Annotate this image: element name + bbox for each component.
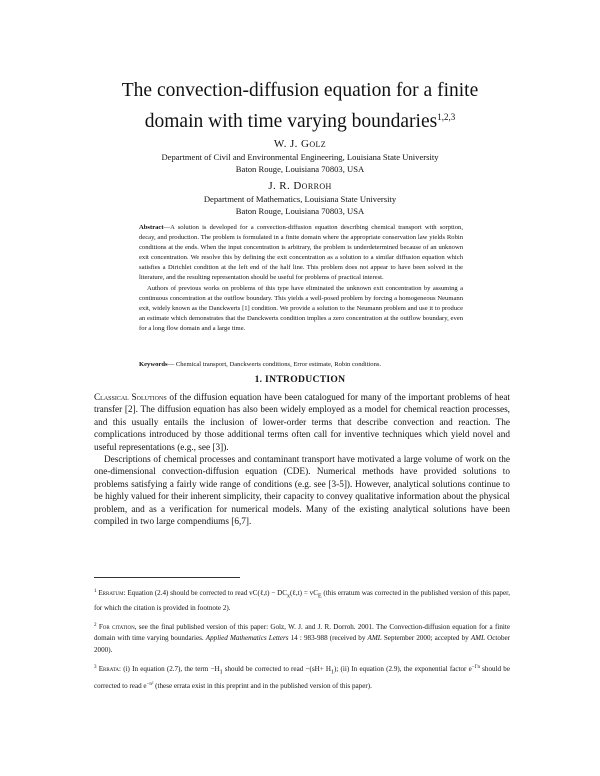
footnote-3-text-c: ); (ii) In equation (2.9), the exponential factor e <box>334 664 472 673</box>
author-1-affil-line-1: Department of Civil and Environmental Engineering, Louisiana State University <box>161 152 439 162</box>
footnote-3-label: Errata <box>98 664 120 673</box>
footnote-2-aml-2: AML <box>470 634 486 643</box>
intro-paragraph-1 <box>94 392 510 454</box>
footnote-1-equation-b: (ℓ,t) = vC <box>289 589 318 597</box>
footnote-2-text-c: September 2000; accepted by <box>381 634 471 643</box>
footnote-2-label: For citation <box>98 623 135 631</box>
footnote-3-text-e: (these errata exist in this preprint and in the published version of this paper). <box>153 681 372 690</box>
abstract-paragraph-1 <box>139 223 463 284</box>
footnote-3-number: 3 <box>94 664 97 670</box>
footnote-1-equation-a: vC(ℓ,t) − DC <box>249 589 288 597</box>
footnote-1-text-a: : Equation (2.4) should be corrected to read <box>123 589 250 597</box>
paper-title <box>70 78 530 135</box>
intro-lead-words: Classical Solutions <box>94 393 167 403</box>
footnote-2-text-a: , see the final published version of this paper: Golz, W. J. and J. R. Dorroh. 2001. The Convection-diffusion equation for a finite domain with time varying boundaries. <box>94 623 510 643</box>
footnote-3-exponent-1: −Γn <box>471 664 480 670</box>
author-2-affiliation <box>90 193 510 217</box>
abstract-paragraph-2: Authors of previous works on problems of this type have eliminated the unknown exit concentration by assuming a continuous concentration at the outflow boundary. This yields a well-posed problem by forcing a homogeneous Neumann exit, widely known as the Danckwerts [1] condition. We provide a solution to the Neumann problem and use it to produce an estimate which demonstrates that the Danckwerts condition implies a zero concentration at the outflow boundary, even for a long flow domain and a large time. <box>139 284 463 332</box>
footnote-3-text-a: : (i) In equation (2.7), the term −H <box>119 664 220 673</box>
author-1-affiliation <box>90 151 510 175</box>
footnote-3-text-b: should be corrected to read −(sH+ H <box>222 664 332 673</box>
title-footnote-marks: 1,2,3 <box>437 112 456 122</box>
footnote-3-sub-2: 1 <box>331 669 334 676</box>
intro-paragraph-1-text: of the diffusion equation have been catalogued for many of the important problems of heat transfer [2]. The diffusion equation has also been widely employed as a model for chemical reaction processes, and this usually entails the inclusion of lower-order terms that describe convection and reaction. The complications introduced by those additional terms often call for inventive techniques which yield novel and useful representations (e.g., see [3]). <box>94 393 511 453</box>
footnotes <box>94 586 510 698</box>
introduction-body <box>94 392 510 528</box>
title-line-2: domain with time varying boundaries <box>144 111 438 132</box>
footnote-2-text-d: October 2000). <box>94 634 511 654</box>
abstract-label: Abstract <box>139 224 164 231</box>
abstract <box>139 223 463 334</box>
author-2-affil-line-1: Department of Mathematics, Louisiana State University <box>203 194 397 204</box>
section-heading-introduction: 1. INTRODUCTION <box>254 374 346 385</box>
author-2-name: J. R. Dorroh <box>268 180 332 192</box>
title-line-1: The convection-diffusion equation for a finite <box>121 80 479 101</box>
author-1-name: W. J. Golz <box>273 138 327 150</box>
footnote-1-eq-sub-x: x <box>287 593 290 600</box>
keywords-label: Keywords <box>139 361 168 368</box>
footnote-1-number: 1 <box>94 589 97 594</box>
footnote-2-number: 2 <box>94 623 97 628</box>
footnote-2-aml-1: AML <box>367 634 382 643</box>
keywords-text: — Chemical transport, Danckwerts conditions, Error estimate, Robin conditions. <box>167 361 382 368</box>
footnote-3-sub-1: 1 <box>219 669 223 676</box>
intro-paragraph-2: Descriptions of chemical processes and contaminant transport have motivated a large volume of work on the one-dimensional convection-diffusion equation (CDE). Numerical methods have provided solutions to problems satisfying a fairly wide range of conditions (e.g. see [3-5]). However, analytical solutions continue to be highly valued for their inherent simplicity, their capacity to convey qualitative information about the physical problem, and as a verification for numerical models. Many of the existing analytical solutions have been compiled in two large compendiums [6,7]. <box>94 455 510 528</box>
abstract-text-1: —A solution is developed for a convection-diffusion equation describing chemical transport with sorption, decay, and production. The problem is formulated in a finite domain where the appropriate conservation law yields Robin conditions at the ends. When the input concentration is arbitrary, the problem is underdetermined because of an unknown exit concentration. We resolve this by defining the exit concentration as a solution to a similar diffusion equation which satisfies a Dirichlet condition at the left end of the half line. This problem does not appear to have been solved in the literature, and the resulting representation should be useful for problems of practical interest. <box>139 224 463 282</box>
footnote-separator <box>94 577 240 578</box>
footnote-2-journal: Applied Mathematics Letters <box>205 634 289 643</box>
footnote-2-text-b: 14 : 983-988 (received by <box>288 634 368 643</box>
footnote-1 <box>94 586 510 614</box>
footnote-3-exponent-2: −n² <box>146 681 154 687</box>
footnote-3 <box>94 662 510 692</box>
footnote-2 <box>94 620 510 656</box>
author-1-affil-line-2: Baton Rouge, Louisiana 70803, USA <box>235 164 365 174</box>
author-2-affil-line-2: Baton Rouge, Louisiana 70803, USA <box>235 206 365 216</box>
footnote-1-eq-sub-e: E <box>317 593 322 600</box>
footnote-1-label: Erratum <box>98 589 124 597</box>
keywords <box>139 360 479 370</box>
footnote-1-text-b: (this erratum was corrected in the published version of this paper, for which the citation is provided in footnote 2). <box>94 589 510 612</box>
footnote-3-text-d: should be corrected to read e <box>94 664 510 690</box>
